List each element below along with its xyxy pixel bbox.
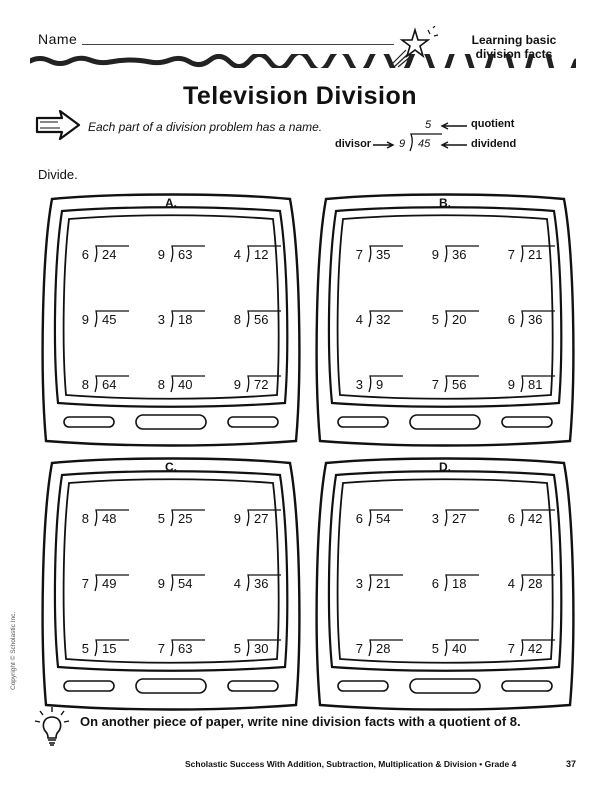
dividend: 64 (102, 377, 117, 392)
divisor: 4 (233, 247, 241, 262)
dividend: 27 (452, 511, 467, 526)
lightbulb-icon (32, 705, 72, 747)
division-bracket (367, 375, 403, 393)
divisor: 7 (507, 641, 515, 656)
division-problem (355, 574, 407, 594)
divisor: 5 (431, 641, 439, 656)
division-problem (355, 639, 407, 659)
dividend: 36 (528, 312, 543, 327)
divisor: 5 (81, 641, 89, 656)
divisor: 4 (507, 576, 515, 591)
divisor: 9 (157, 576, 165, 591)
divisor: 8 (81, 377, 89, 392)
panel-label: A. (165, 196, 177, 210)
dividend: 21 (528, 247, 543, 262)
division-problem (157, 509, 209, 529)
division-problem (81, 639, 133, 659)
dividend: 56 (452, 377, 467, 392)
division-problem (507, 375, 559, 395)
division-problem (81, 375, 133, 395)
dividend: 28 (376, 641, 391, 656)
divisor: 3 (431, 511, 439, 526)
divisor: 7 (355, 641, 363, 656)
divisor: 3 (355, 377, 363, 392)
divisor: 7 (431, 377, 439, 392)
divisor: 6 (507, 312, 515, 327)
divisor: 9 (233, 511, 241, 526)
division-problem (157, 310, 209, 330)
divisor: 7 (355, 247, 363, 262)
dividend: 42 (528, 641, 543, 656)
division-problem (355, 375, 407, 395)
divisor: 4 (233, 576, 241, 591)
dividend: 40 (178, 377, 193, 392)
division-problem (431, 639, 483, 659)
dividend: 18 (452, 576, 467, 591)
divisor: 9 (507, 377, 515, 392)
division-problem (81, 310, 133, 330)
tv-panel-d (312, 457, 578, 712)
topic-label: Learning basic division facts (471, 33, 557, 61)
dividend: 30 (254, 641, 269, 656)
panel-label: B. (439, 196, 451, 210)
quotient-label: quotient (471, 118, 515, 130)
dividend: 56 (254, 312, 269, 327)
division-problem (507, 310, 559, 330)
division-problem (431, 574, 483, 594)
divisor: 5 (233, 641, 241, 656)
dividend: 72 (254, 377, 269, 392)
divisor: 3 (157, 312, 165, 327)
divisor: 5 (431, 312, 439, 327)
division-problem (233, 574, 285, 594)
intro-text: Each part of a division problem has a name. (88, 120, 323, 134)
divisor: 6 (81, 247, 89, 262)
divisor: 3 (355, 576, 363, 591)
division-problem (507, 639, 559, 659)
copyright-text: Copyright © Scholastic Inc. (10, 611, 17, 690)
divisor-arrow-icon (373, 141, 395, 149)
dividend: 63 (178, 247, 193, 262)
division-problem (355, 245, 407, 265)
example-dividend: 45 (418, 138, 431, 150)
division-problem (507, 245, 559, 265)
dividend: 35 (376, 247, 391, 262)
divisor: 8 (157, 377, 165, 392)
divisor: 9 (233, 377, 241, 392)
dividend: 54 (178, 576, 193, 591)
divisor: 9 (431, 247, 439, 262)
dividend: 48 (102, 511, 117, 526)
dividend: 28 (528, 576, 543, 591)
division-problem (233, 375, 285, 395)
dividend: 20 (452, 312, 467, 327)
divisor: 6 (355, 511, 363, 526)
division-problem (157, 375, 209, 395)
divisor: 8 (81, 511, 89, 526)
division-problem (431, 375, 483, 395)
division-problem (233, 509, 285, 529)
page-number: 37 (566, 759, 577, 769)
dividend-label: dividend (471, 138, 517, 150)
pointing-arrow-icon (34, 108, 82, 142)
dividend: 32 (376, 312, 391, 327)
dividend: 45 (102, 312, 117, 327)
header-divider (30, 54, 576, 68)
division-problem (233, 639, 285, 659)
dividend: 18 (178, 312, 193, 327)
panel-label: D. (439, 460, 451, 474)
dividend: 24 (102, 247, 117, 262)
dividend: 40 (452, 641, 467, 656)
divisor: 7 (157, 641, 165, 656)
bonus-instruction: On another piece of paper, write nine division facts with a quotient of 8. (80, 714, 521, 729)
divisor: 7 (81, 576, 89, 591)
division-problem (157, 574, 209, 594)
dividend: 49 (102, 576, 117, 591)
division-problem (431, 509, 483, 529)
divisor: 6 (507, 511, 515, 526)
dividend: 27 (254, 511, 269, 526)
division-problem (355, 509, 407, 529)
instruction-label: Divide. (38, 167, 78, 182)
tv-panel-c (38, 457, 304, 712)
division-problem (507, 509, 559, 529)
panel-label: C. (165, 460, 177, 474)
dividend: 25 (178, 511, 193, 526)
divisor: 6 (431, 576, 439, 591)
dividend: 36 (254, 576, 269, 591)
page-title: Television Division (182, 82, 418, 110)
tv-panel-b (312, 193, 578, 448)
divisor: 9 (81, 312, 89, 327)
division-problem (355, 310, 407, 330)
division-problem (81, 574, 133, 594)
dividend: 36 (452, 247, 467, 262)
division-problem (233, 245, 285, 265)
divisor-label: divisor (335, 138, 372, 150)
footer-text: Scholastic Success With Addition, Subtraction, Multiplication & Division • Grade 4 (185, 759, 517, 769)
tv-panel-a (38, 193, 304, 448)
divisor: 9 (157, 247, 165, 262)
quotient-arrow-icon (440, 122, 468, 130)
example-divisor: 9 (399, 138, 406, 150)
divisor: 7 (507, 247, 515, 262)
dividend: 81 (528, 377, 543, 392)
division-problem (81, 245, 133, 265)
division-problem (233, 310, 285, 330)
divisor: 4 (355, 312, 363, 327)
dividend: 54 (376, 511, 391, 526)
dividend: 42 (528, 511, 543, 526)
division-problem (157, 639, 209, 659)
divisor: 8 (233, 312, 241, 327)
division-problem (81, 509, 133, 529)
division-problem (507, 574, 559, 594)
dividend: 21 (376, 576, 391, 591)
dividend: 12 (254, 247, 269, 262)
divisor: 5 (157, 511, 165, 526)
dividend: 63 (178, 641, 193, 656)
dividend: 15 (102, 641, 117, 656)
division-problem (157, 245, 209, 265)
division-problem (431, 245, 483, 265)
division-problem (431, 310, 483, 330)
name-line (82, 44, 394, 45)
dividend: 9 (376, 377, 384, 392)
name-label: Name (38, 31, 78, 47)
example-quotient: 5 (425, 119, 432, 131)
dividend-arrow-icon (440, 141, 468, 149)
